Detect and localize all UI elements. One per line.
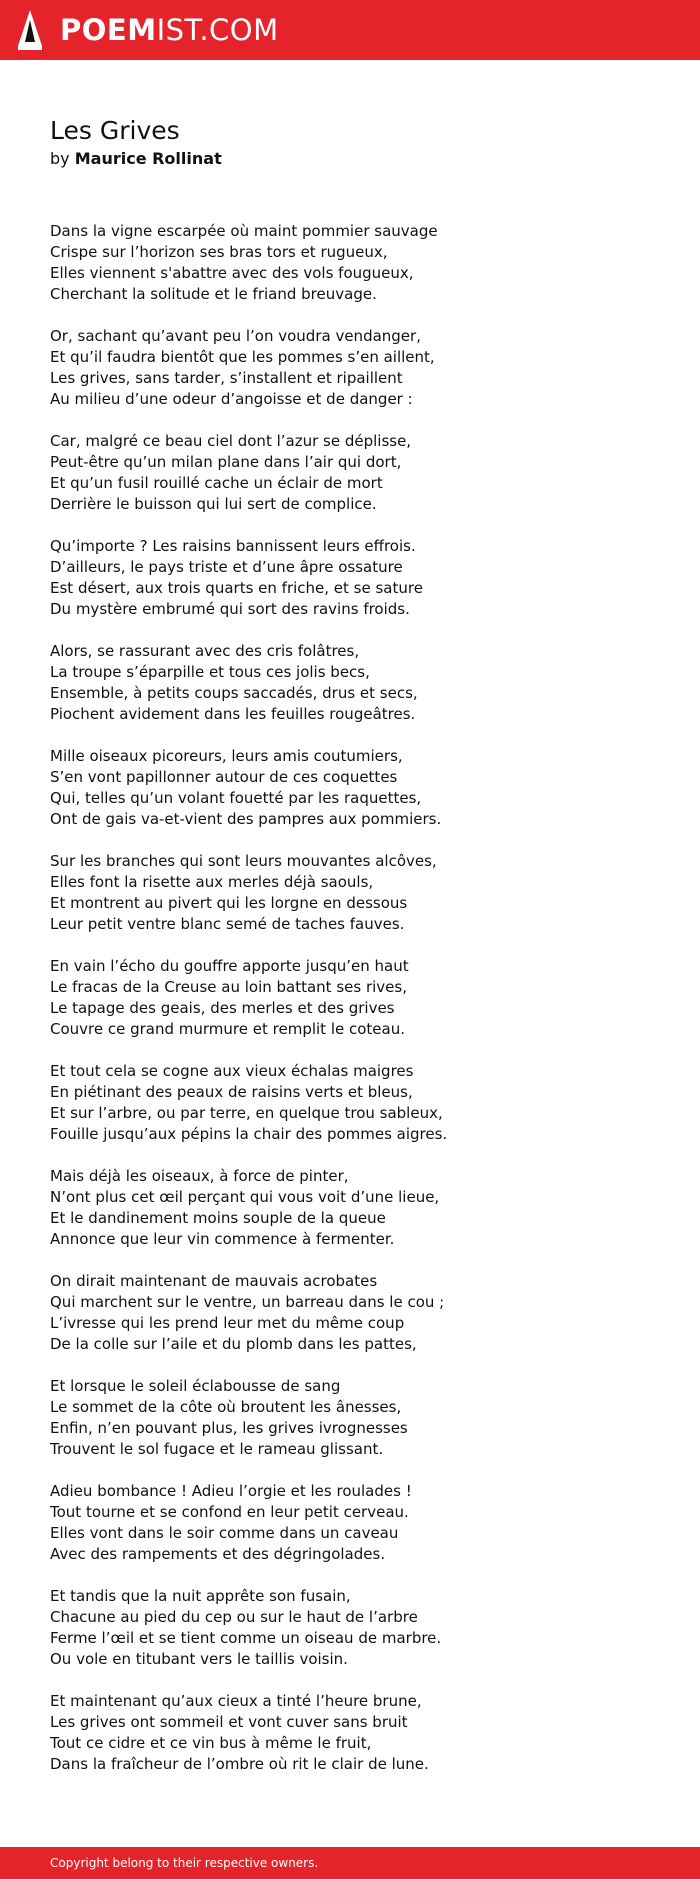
poem-line: Qui marchent sur le ventre, un barreau dans le cou ; xyxy=(50,1293,445,1311)
brand-light: IST.COM xyxy=(156,12,279,47)
poem-line: Ferme l’œil et se tient comme un oiseau de marbre. xyxy=(50,1629,442,1647)
poem-line: Tout ce cidre et ce vin bus à même le fruit, xyxy=(50,1734,372,1752)
poem-stanza xyxy=(50,1586,610,1670)
poem-line: Fouille jusqu’aux pépins la chair des pommes aigres. xyxy=(50,1125,448,1143)
poem-line: Ou vole en titubant vers le taillis voisin. xyxy=(50,1650,348,1668)
poem-stanza xyxy=(50,1691,610,1775)
poem-line: Peut-être qu’un milan plane dans l’air qui dort, xyxy=(50,453,402,471)
copyright-text: Copyright belong to their respective owners. xyxy=(50,1856,319,1870)
poem-line: Est désert, aux trois quarts en friche, et se sature xyxy=(50,579,423,597)
byline xyxy=(50,147,610,171)
poem-line: Du mystère embrumé qui sort des ravins froids. xyxy=(50,600,410,618)
pen-nib-icon[interactable] xyxy=(16,8,44,52)
poem-stanza xyxy=(50,1166,610,1250)
poem-line: En piétinant des peaux de raisins verts et bleus, xyxy=(50,1083,413,1101)
poem-line: Et le dandinement moins souple de la queue xyxy=(50,1209,386,1227)
poem-line: Crispe sur l’horizon ses bras tors et rugueux, xyxy=(50,243,388,261)
poem-line: Adieu bombance ! Adieu l’orgie et les roulades ! xyxy=(50,1482,412,1500)
poem-stanza xyxy=(50,1061,610,1145)
poem-line: La troupe s’éparpille et tous ces jolis becs, xyxy=(50,663,370,681)
poem-line: Cherchant la solitude et le friand breuvage. xyxy=(50,285,377,303)
poem-line: Le fracas de la Creuse au loin battant ses rives, xyxy=(50,978,407,996)
poem-line: Tout tourne et se confond en leur petit cerveau. xyxy=(50,1503,409,1521)
poem-line: Et maintenant qu’aux cieux a tinté l’heure brune, xyxy=(50,1692,422,1710)
poem-line: Annonce que leur vin commence à fermenter. xyxy=(50,1230,395,1248)
poem-line: D’ailleurs, le pays triste et d’une âpre ossature xyxy=(50,558,403,576)
poem-line: Et qu’il faudra bientôt que les pommes s’en aillent, xyxy=(50,348,435,366)
author-name: Maurice Rollinat xyxy=(74,149,222,168)
poem-line: Dans la vigne escarpée où maint pommier sauvage xyxy=(50,222,438,240)
poem-line: Car, malgré ce beau ciel dont l’azur se déplisse, xyxy=(50,432,412,450)
poem-line: Au milieu d’une odeur d’angoisse et de danger : xyxy=(50,390,413,408)
site-header xyxy=(0,0,700,60)
poem-stanza xyxy=(50,431,610,515)
poem-line: Et tout cela se cogne aux vieux échalas maigres xyxy=(50,1062,414,1080)
poem-line: Avec des rampements et des dégringolades. xyxy=(50,1545,386,1563)
poem-line: Mais déjà les oiseaux, à force de pinter, xyxy=(50,1167,349,1185)
brand-bold: POEM xyxy=(60,12,157,47)
poem-line: Sur les branches qui sont leurs mouvantes alcôves, xyxy=(50,852,437,870)
poem-line: Et lorsque le soleil éclabousse de sang xyxy=(50,1377,341,1395)
poem-line: Le sommet de la côte où broutent les ânesses, xyxy=(50,1398,402,1416)
poem-stanza xyxy=(50,536,610,620)
poem-stanza xyxy=(50,1481,610,1565)
site-logo-text[interactable] xyxy=(60,12,279,47)
poem-stanza xyxy=(50,1376,610,1460)
poem-line: Qui, telles qu’un volant fouetté par les raquettes, xyxy=(50,789,422,807)
poem-line: Derrière le buisson qui lui sert de complice. xyxy=(50,495,377,513)
site-footer xyxy=(0,1847,700,1879)
poem-line: Elles viennent s'abattre avec des vols fougueux, xyxy=(50,264,414,282)
poem-line: Dans la fraîcheur de l’ombre où rit le clair de lune. xyxy=(50,1755,429,1773)
poem-line: L’ivresse qui les prend leur met du même coup xyxy=(50,1314,405,1332)
poem-stanza xyxy=(50,851,610,935)
poem-line: S’en vont papillonner autour de ces coquettes xyxy=(50,768,398,786)
poem-line: Ont de gais va-et-vient des pampres aux pommiers. xyxy=(50,810,442,828)
poem-line: Alors, se rassurant avec des cris folâtres, xyxy=(50,642,360,660)
poem-line: Piochent avidement dans les feuilles rougeâtres. xyxy=(50,705,416,723)
poem-line: De la colle sur l’aile et du plomb dans les pattes, xyxy=(50,1335,417,1353)
poem-line: Enfin, n’en pouvant plus, les grives ivrognesses xyxy=(50,1419,408,1437)
poem-line: Qu’importe ? Les raisins bannissent leurs effrois. xyxy=(50,537,416,555)
poem-line: Et sur l’arbre, ou par terre, en quelque trou sableux, xyxy=(50,1104,443,1122)
poem-stanza xyxy=(50,221,610,305)
poem-line: N’ont plus cet œil perçant qui vous voit d’une lieue, xyxy=(50,1188,440,1206)
poem-line: Elles font la risette aux merles déjà saouls, xyxy=(50,873,374,891)
poem-line: En vain l’écho du gouffre apporte jusqu’en haut xyxy=(50,957,409,975)
poem-line: Et montrent au pivert qui les lorgne en dessous xyxy=(50,894,408,912)
poem-line: Les grives, sans tarder, s’installent et ripaillent xyxy=(50,369,403,387)
poem-stanza xyxy=(50,641,610,725)
poem-stanza xyxy=(50,956,610,1040)
poem-line: Le tapage des geais, des merles et des grives xyxy=(50,999,395,1017)
poem-stanza xyxy=(50,1271,610,1355)
poem-line: Couvre ce grand murmure et remplit le coteau. xyxy=(50,1020,405,1038)
poem-container xyxy=(50,115,610,1796)
poem-stanza xyxy=(50,746,610,830)
poem-title: Les Grives xyxy=(50,116,180,145)
poem-line: Mille oiseaux picoreurs, leurs amis coutumiers, xyxy=(50,747,403,765)
poem-line: Elles vont dans le soir comme dans un caveau xyxy=(50,1524,399,1542)
poem-line: Ensemble, à petits coups saccadés, drus et secs, xyxy=(50,684,418,702)
poem-line: Les grives ont sommeil et vont cuver sans bruit xyxy=(50,1713,408,1731)
poem-line: Leur petit ventre blanc semé de taches fauves. xyxy=(50,915,405,933)
poem-stanza xyxy=(50,326,610,410)
by-label: by xyxy=(50,149,70,168)
poem-body xyxy=(50,221,610,1775)
poem-line: On dirait maintenant de mauvais acrobates xyxy=(50,1272,378,1290)
poem-line: Et qu’un fusil rouillé cache un éclair de mort xyxy=(50,474,383,492)
poem-line: Trouvent le sol fugace et le rameau glissant. xyxy=(50,1440,384,1458)
poem-line: Et tandis que la nuit apprête son fusain, xyxy=(50,1587,351,1605)
poem-line: Chacune au pied du cep ou sur le haut de l’arbre xyxy=(50,1608,418,1626)
poem-line: Or, sachant qu’avant peu l’on voudra vendanger, xyxy=(50,327,421,345)
